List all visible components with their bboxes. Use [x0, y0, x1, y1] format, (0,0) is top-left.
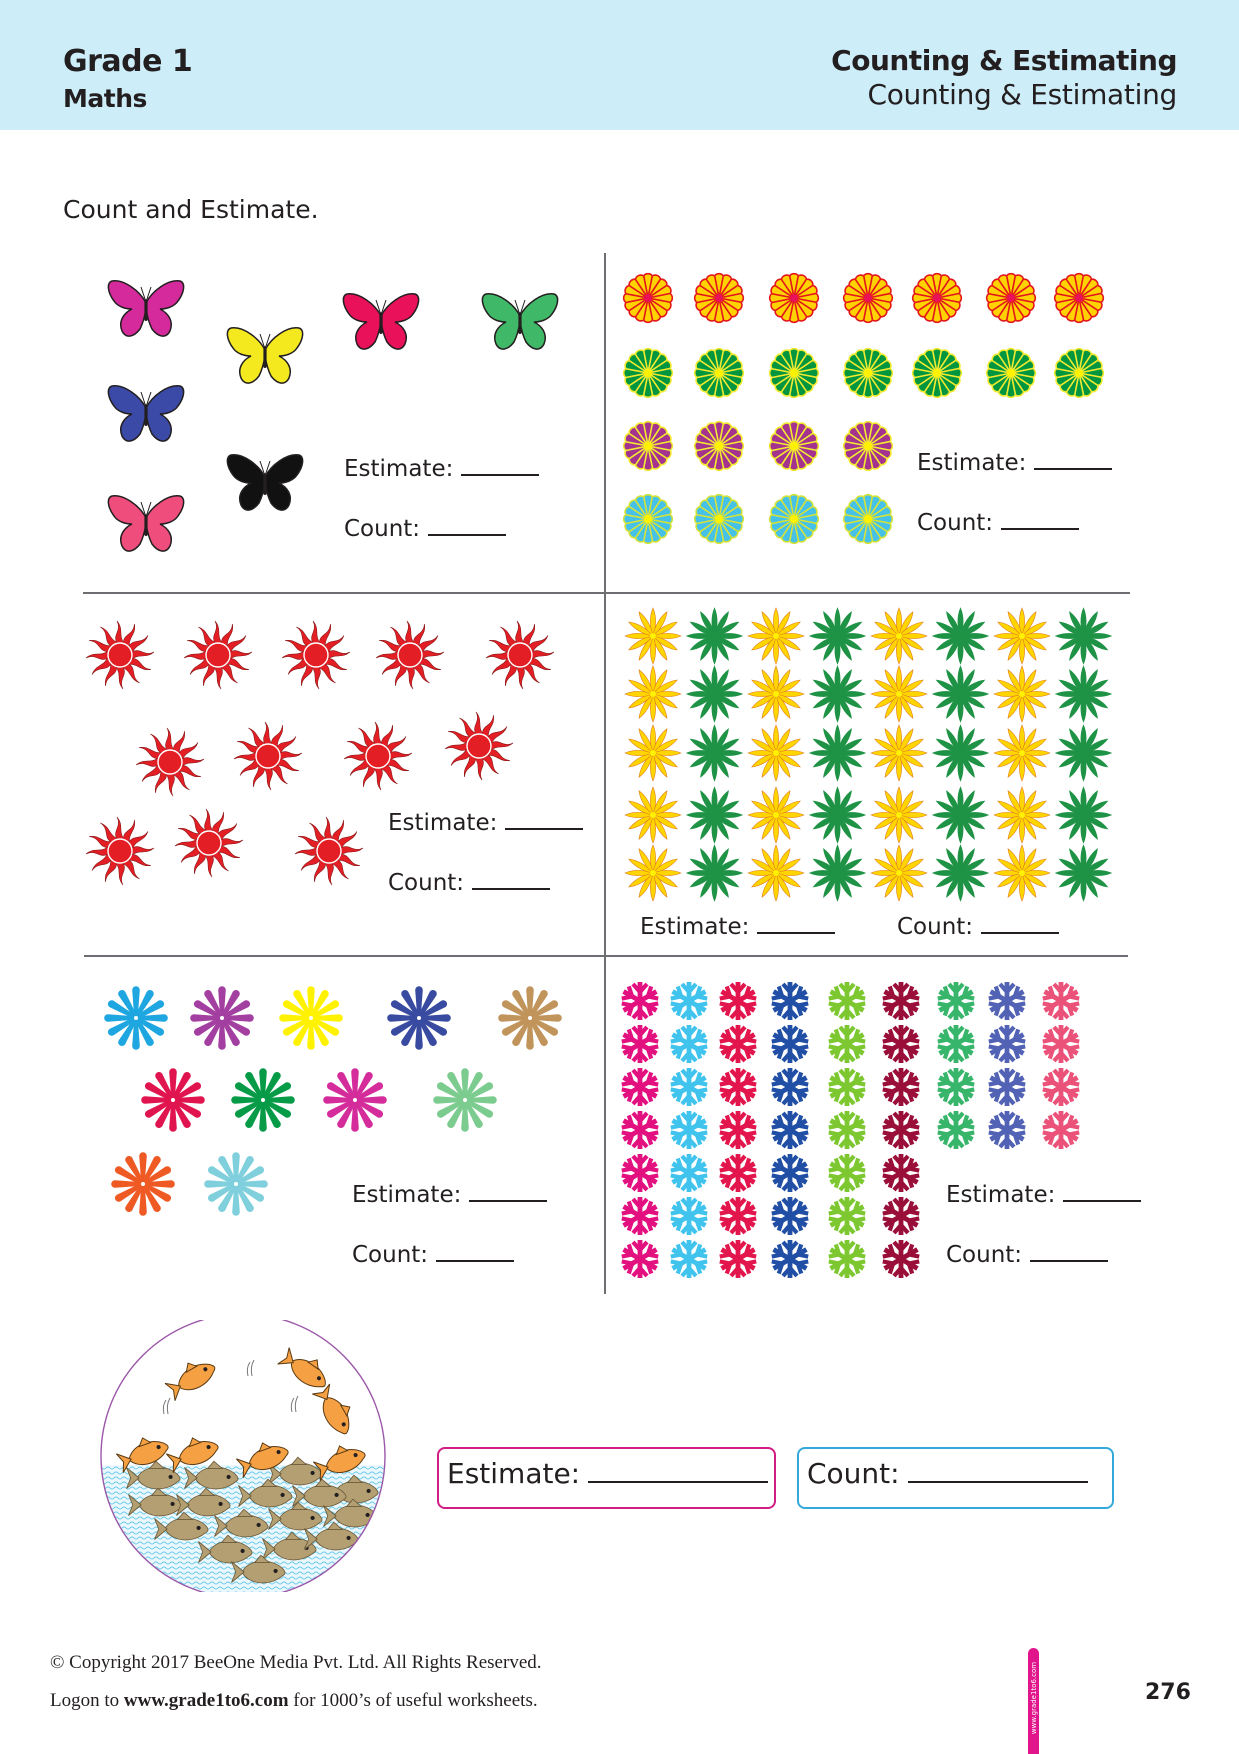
star-flower-icon — [810, 725, 866, 781]
panel-snowflakes — [606, 957, 1146, 1294]
logon-text — [50, 1690, 538, 1712]
sun-icon — [184, 621, 252, 689]
daisy-flower-icon — [913, 274, 962, 323]
daisy-flower-icon — [913, 349, 962, 398]
spoke-flower-icon — [279, 986, 343, 1050]
count-field[interactable] — [344, 516, 506, 542]
topic-title: Counting & Estimating — [867, 78, 1177, 111]
daisy-flower-icon — [624, 495, 673, 544]
side-tab-text: www.grade1to6.com — [1030, 1661, 1038, 1735]
snowflake-icon — [881, 1111, 921, 1149]
snowflake-icon — [827, 1240, 867, 1278]
star-flower-icon — [810, 608, 866, 664]
count-field[interactable] — [388, 870, 550, 896]
count-field[interactable] — [897, 914, 1059, 940]
daisy-flower-icon — [624, 422, 673, 471]
fish-icon — [312, 1381, 360, 1438]
sun-icon — [234, 722, 302, 790]
daisy-flower-icon — [624, 349, 673, 398]
snowflake-icon — [770, 1197, 810, 1235]
count-blank[interactable] — [428, 516, 506, 536]
snowflake-icon — [718, 1068, 758, 1106]
snowflake-icon — [770, 1111, 810, 1149]
snowflake-icon — [881, 1154, 921, 1192]
butterfly-icon — [108, 496, 183, 551]
panel-daisies — [606, 253, 1146, 592]
fish-count-box[interactable] — [797, 1447, 1114, 1509]
daisy-group — [606, 253, 1146, 592]
estimate-field[interactable] — [352, 1182, 547, 1208]
snowflake-icon — [620, 1154, 660, 1192]
count-blank[interactable] — [908, 1457, 1088, 1483]
star-flower-group — [606, 594, 1146, 954]
star-flower-icon — [871, 787, 927, 843]
star-flower-icon — [1056, 725, 1112, 781]
snowflake-icon — [987, 1111, 1027, 1149]
snowflake-icon — [770, 1068, 810, 1106]
count-blank[interactable] — [1030, 1242, 1108, 1262]
butterfly-icon — [108, 386, 183, 441]
daisy-flower-icon — [844, 274, 893, 323]
snowflake-icon — [620, 1025, 660, 1063]
count-label: Count: — [897, 914, 974, 940]
snowflake-icon — [669, 1197, 709, 1235]
fish-icon — [277, 1343, 334, 1394]
topic-title-bold: Counting & Estimating — [831, 44, 1177, 77]
snowflake-icon — [881, 1025, 921, 1063]
star-flower-icon — [1056, 787, 1112, 843]
daisy-flower-icon — [770, 495, 819, 544]
snowflake-icon — [827, 1197, 867, 1235]
daisy-flower-icon — [695, 349, 744, 398]
estimate-blank[interactable] — [1034, 450, 1112, 470]
sun-icon — [445, 712, 513, 780]
star-flower-icon — [687, 845, 743, 901]
snowflake-icon — [936, 1068, 976, 1106]
spoke-flower-icon — [498, 986, 562, 1050]
snowflake-icon — [1041, 982, 1081, 1020]
spoke-flower-icon — [204, 1152, 268, 1216]
estimate-label: Estimate: — [344, 456, 454, 482]
star-flower-icon — [871, 666, 927, 722]
estimate-blank[interactable] — [505, 810, 583, 830]
spoke-flower-icon — [387, 986, 451, 1050]
snowflake-icon — [620, 1240, 660, 1278]
estimate-label: Estimate: — [447, 1457, 581, 1490]
side-tab — [1028, 1648, 1039, 1754]
snowflake-icon — [827, 982, 867, 1020]
star-flower-icon — [687, 787, 743, 843]
star-flower-icon — [933, 787, 989, 843]
snowflake-icon — [620, 1111, 660, 1149]
snowflake-icon — [669, 1154, 709, 1192]
star-flower-icon — [748, 725, 804, 781]
daisy-flower-icon — [844, 422, 893, 471]
spoke-flower-icon — [190, 986, 254, 1050]
star-flower-icon — [625, 787, 681, 843]
spoke-flower-icon — [231, 1068, 295, 1132]
daisy-flower-icon — [987, 349, 1036, 398]
daisy-flower-icon — [770, 422, 819, 471]
count-blank[interactable] — [472, 870, 550, 890]
snowflake-icon — [620, 1068, 660, 1106]
snowflake-icon — [827, 1111, 867, 1149]
snowflake-icon — [827, 1154, 867, 1192]
star-flower-icon — [748, 666, 804, 722]
estimate-label: Estimate: — [946, 1182, 1056, 1208]
grade-label: Grade 1 — [63, 44, 193, 79]
snowflake-icon — [669, 1111, 709, 1149]
estimate-blank[interactable] — [469, 1182, 547, 1202]
snowflake-icon — [1041, 1111, 1081, 1149]
count-label: Count: — [807, 1457, 900, 1490]
snowflake-icon — [936, 1111, 976, 1149]
snowflake-icon — [718, 982, 758, 1020]
spoke-flower-icon — [111, 1152, 175, 1216]
sun-icon — [86, 817, 154, 885]
butterfly-icon — [343, 294, 418, 349]
star-flower-icon — [625, 608, 681, 664]
daisy-flower-icon — [695, 495, 744, 544]
logon-prefix: Logon to — [50, 1690, 124, 1711]
snowflake-icon — [669, 982, 709, 1020]
snowflake-icon — [936, 982, 976, 1020]
panel-spoke-flowers — [84, 957, 604, 1294]
star-flower-icon — [1056, 845, 1112, 901]
snowflake-icon — [669, 1025, 709, 1063]
estimate-label: Estimate: — [352, 1182, 462, 1208]
worksheet-header — [0, 0, 1239, 130]
star-flower-icon — [687, 725, 743, 781]
spoke-flower-icon — [141, 1068, 205, 1132]
star-flower-icon — [871, 845, 927, 901]
snowflake-icon — [620, 1197, 660, 1235]
snowflake-icon — [770, 1025, 810, 1063]
snowflake-icon — [881, 1068, 921, 1106]
butterfly-icon — [227, 328, 302, 383]
fish-group — [98, 1320, 388, 1592]
estimate-blank[interactable] — [757, 914, 835, 934]
snowflake-icon — [1041, 1068, 1081, 1106]
count-field[interactable] — [917, 510, 1079, 536]
estimate-field[interactable] — [917, 450, 1112, 476]
star-flower-icon — [1056, 608, 1112, 664]
butterfly-icon — [108, 281, 183, 336]
star-flower-icon — [810, 787, 866, 843]
count-label: Count: — [917, 510, 994, 536]
snowflake-icon — [987, 1025, 1027, 1063]
sun-icon — [376, 621, 444, 689]
star-flower-icon — [933, 725, 989, 781]
panel-star-flowers — [606, 594, 1146, 954]
daisy-flower-icon — [844, 495, 893, 544]
fish-estimate-box[interactable] — [437, 1447, 776, 1509]
star-flower-icon — [933, 845, 989, 901]
star-flower-icon — [871, 725, 927, 781]
daisy-flower-icon — [987, 274, 1036, 323]
star-flower-icon — [687, 666, 743, 722]
instruction-text: Count and Estimate. — [63, 195, 319, 224]
snowflake-icon — [718, 1154, 758, 1192]
daisy-flower-icon — [844, 349, 893, 398]
snowflake-icon — [987, 982, 1027, 1020]
daisy-flower-icon — [695, 274, 744, 323]
snowflake-icon — [881, 1240, 921, 1278]
star-flower-icon — [687, 608, 743, 664]
sun-icon — [344, 722, 412, 790]
estimate-label: Estimate: — [640, 914, 750, 940]
snowflake-icon — [881, 1197, 921, 1235]
copyright-text: © Copyright 2017 BeeOne Media Pvt. Ltd. All Rights Reserved. — [50, 1652, 542, 1673]
count-blank[interactable] — [436, 1242, 514, 1262]
star-flower-icon — [933, 666, 989, 722]
estimate-field[interactable] — [946, 1182, 1141, 1208]
estimate-label: Estimate: — [388, 810, 498, 836]
estimate-blank[interactable] — [461, 456, 539, 476]
star-flower-icon — [810, 666, 866, 722]
count-blank[interactable] — [981, 914, 1059, 934]
sun-icon — [136, 728, 204, 796]
daisy-flower-icon — [1055, 274, 1104, 323]
star-flower-icon — [994, 666, 1050, 722]
page-number: 276 — [1145, 1680, 1191, 1705]
sun-icon — [295, 817, 363, 885]
estimate-field[interactable] — [640, 914, 835, 940]
spoke-flower-icon — [323, 1068, 387, 1132]
count-field[interactable] — [352, 1242, 514, 1268]
logon-suffix: for 1000’s of useful worksheets. — [288, 1690, 538, 1711]
star-flower-icon — [1056, 666, 1112, 722]
butterfly-icon — [227, 455, 302, 510]
snowflake-icon — [620, 982, 660, 1020]
snowflake-icon — [827, 1068, 867, 1106]
estimate-blank[interactable] — [1063, 1182, 1141, 1202]
snowflake-icon — [718, 1025, 758, 1063]
subject-label: Maths — [63, 84, 147, 113]
star-flower-icon — [810, 845, 866, 901]
snowflake-icon — [718, 1197, 758, 1235]
star-flower-icon — [748, 787, 804, 843]
snowflake-icon — [718, 1111, 758, 1149]
sun-icon — [282, 621, 350, 689]
website-link[interactable]: www.grade1to6.com — [123, 1690, 289, 1711]
spoke-flower-icon — [104, 986, 168, 1050]
sun-icon — [486, 621, 554, 689]
count-label: Count: — [344, 516, 421, 542]
estimate-field[interactable] — [344, 456, 539, 482]
fish-icon — [162, 1353, 219, 1401]
snowflake-icon — [718, 1240, 758, 1278]
snowflake-icon — [987, 1068, 1027, 1106]
daisy-flower-icon — [770, 274, 819, 323]
star-flower-icon — [994, 845, 1050, 901]
snowflake-icon — [881, 982, 921, 1020]
sun-icon — [175, 809, 243, 877]
star-flower-icon — [994, 787, 1050, 843]
panel-suns — [84, 594, 604, 954]
snowflake-icon — [669, 1068, 709, 1106]
snowflake-icon — [770, 1154, 810, 1192]
star-flower-icon — [994, 608, 1050, 664]
butterfly-icon — [482, 294, 557, 349]
star-flower-icon — [933, 608, 989, 664]
snowflake-icon — [770, 1240, 810, 1278]
star-flower-icon — [748, 608, 804, 664]
star-flower-icon — [994, 725, 1050, 781]
count-label: Count: — [388, 870, 465, 896]
count-field[interactable] — [946, 1242, 1108, 1268]
spoke-flower-group — [84, 957, 604, 1294]
snowflake-icon — [770, 982, 810, 1020]
sun-icon — [86, 621, 154, 689]
star-flower-icon — [625, 725, 681, 781]
sun-group — [84, 594, 604, 954]
panel-butterflies — [84, 253, 604, 592]
spoke-flower-icon — [433, 1068, 497, 1132]
star-flower-icon — [625, 845, 681, 901]
daisy-flower-icon — [770, 349, 819, 398]
estimate-blank[interactable] — [588, 1457, 768, 1483]
star-flower-icon — [748, 845, 804, 901]
fishbowl-illustration — [98, 1320, 388, 1592]
count-label: Count: — [946, 1242, 1023, 1268]
count-label: Count: — [352, 1242, 429, 1268]
daisy-flower-icon — [1055, 349, 1104, 398]
snowflake-icon — [936, 1025, 976, 1063]
star-flower-icon — [871, 608, 927, 664]
snowflake-icon — [827, 1025, 867, 1063]
estimate-field[interactable] — [388, 810, 583, 836]
daisy-flower-icon — [695, 422, 744, 471]
snowflake-icon — [669, 1240, 709, 1278]
daisy-flower-icon — [624, 274, 673, 323]
star-flower-icon — [625, 666, 681, 722]
estimate-label: Estimate: — [917, 450, 1027, 476]
count-blank[interactable] — [1001, 510, 1079, 530]
snowflake-icon — [1041, 1025, 1081, 1063]
